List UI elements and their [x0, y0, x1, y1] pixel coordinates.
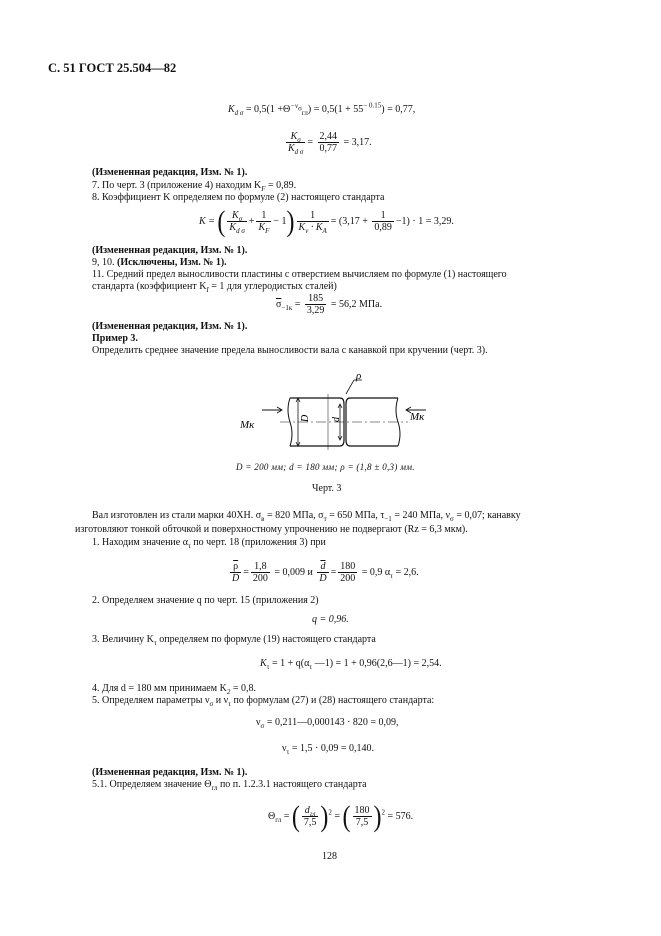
- figure-title: Черт. 3: [312, 483, 342, 494]
- edition-note-4: (Измененная редакция, Изм. № 1).: [92, 767, 248, 778]
- formula-sigma: $\overline{\sigma}_{-1к}$ = $\frac{185}{3,29}$ = 56,2 МПа.: [276, 293, 383, 317]
- material-line-1: Вал изготовлен из стали марки 40ХН. $\sigma_в = 820$ МПа, $\sigma_т = 650$ МПа, $\tau_{-1} = 240$ МПа, $\nu_\sigma = 0,07$; канавку: [92, 510, 521, 523]
- edition-note-1: (Измененная редакция, Изм. № 1).: [92, 167, 248, 178]
- label-rho: ρ: [356, 370, 362, 382]
- page-number: 128: [322, 851, 337, 862]
- formula-k: K = ( $\frac{K_\sigma}{K_{d \sigma}}$ + $\frac{1}{K_F}$ − 1) $\frac{1}{K_v \cdot K_A}$ = (3,17 + $\frac{1}{0,89}$ −1) · 1 = 3,29.: [199, 205, 454, 238]
- step-5: 5. Определяем параметры $\nu_\sigma$ и $\nu_\tau$ по формулам (27) и (28) настоящего стандарта:: [92, 695, 435, 708]
- paragraph-11-line-2: стандарта (коэффициент $K_I = 1$ для углеродистых сталей): [92, 281, 337, 294]
- page-header: С. 51 ГОСТ 25.504—82: [48, 61, 177, 75]
- formula-ratio: $\frac{K_\sigma}{K_{d \sigma}}$ = $\frac{2,44}{0,77}$ = 3,17.: [288, 131, 372, 157]
- paragraph-11-line-1: 11. Средний предел выносливости пластины с отверстием вычисляем по формуле (1) настоящего: [92, 269, 507, 280]
- formula-nu-sigma: $\nu_\sigma$ = 0,211—0,000143 · 820 = 0,09,: [256, 717, 399, 730]
- material-line-2: изготовляют тонкой обточкой и поверхностному упрочнению не подвергают (Rz = 6,3 мкм).: [75, 524, 468, 535]
- step-5-1: 5.1. Определяем значение $\Theta_{гл}$ по п. 1.2.3.1 настоящего стандарта: [92, 779, 367, 792]
- example-3-text: Определить среднее значение предела выносливости вала с канавкой при кручении (черт. 3).: [92, 345, 488, 356]
- label-d: d: [331, 417, 342, 422]
- formula-theta: $\Theta_{гл}$ = ( $\frac{d_{гл}}{7,5}$ )$^2$ = ( $\frac{180}{7,5}$ )$^2$ = 576.: [268, 800, 414, 833]
- step-2: 2. Определяем значение q по черт. 15 (приложения 2): [92, 595, 319, 606]
- formula-rho-d: $\frac{\overline{\rho}}{D}$ = $\frac{1,8}{200}$ = 0,009 и $\frac{\overline{d}}{D}$ = $\frac{180}{200}$ = 0,9 $\alpha_\tau = 2,6$.: [232, 561, 419, 585]
- edition-note-2: (Измененная редакция, Изм. № 1).: [92, 245, 248, 256]
- shaft-drawing: [232, 370, 432, 460]
- formula-kt: $K_\tau = 1 + q(\alpha_\tau$ —1) = 1 + 0,96(2,6—1) = 2,54.: [260, 658, 442, 671]
- formula-kd-sigma: $K_{d \sigma} = 0,5(1 +\Theta^{-\nu_\sigma}_{гл}) = 0,5(1 + 55^{- 0.15}) = 0,77$,: [228, 101, 416, 117]
- label-mk-right: Mк: [410, 411, 425, 423]
- formula-q: q = 0,96.: [312, 614, 349, 625]
- formula-nu-tau: $\nu_\tau = 1,5 \cdot 0,09 = 0,140$.: [282, 743, 374, 756]
- step-4: 4. Для d = 180 мм принимаем $K_2 = 0,8$.: [92, 683, 256, 696]
- example-3-title: Пример 3.: [92, 333, 138, 344]
- label-D: D: [300, 414, 311, 422]
- step-3: 3. Величину $K_\tau$ определяем по формуле (19) настоящего стандарта: [92, 634, 376, 647]
- paragraph-9-10: 9, 10. (Исключены, Изм. № 1).: [92, 257, 227, 268]
- label-mk-left: Mк: [240, 419, 255, 431]
- step-1: 1. Находим значение $\alpha_\tau$ по черт. 18 (приложения 3) при: [92, 537, 326, 550]
- paragraph-8: 8. Коэффициент K определяем по формуле (2) настоящего стандарта: [92, 192, 385, 203]
- paragraph-7: 7. По черт. 3 (приложение 4) находим $K_F = 0,89$.: [92, 180, 297, 193]
- edition-note-3: (Измененная редакция, Изм. № 1).: [92, 321, 248, 332]
- figure-caption: D = 200 мм; d = 180 мм; ρ = (1,8 ± 0,3) мм.: [236, 462, 415, 472]
